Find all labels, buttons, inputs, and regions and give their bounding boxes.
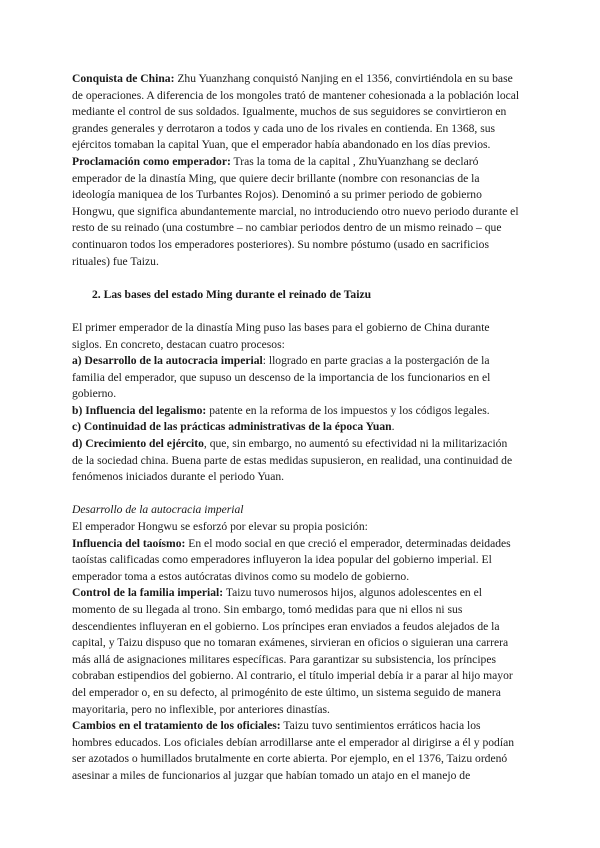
spacer <box>72 486 520 503</box>
list-item-title: c) Continuidad de las prácticas administrativas de la época Yuan <box>72 420 392 434</box>
paragraph-title: Cambios en el tratamiento de los oficiales: <box>72 719 281 733</box>
paragraph-text: Zhu Yuanzhang conquistó Nanjing en el 1356, convirtiéndola en su base de operaciones. A diferencia de los mongoles trató de mantener cohesionada a la población local mediante el control de sus soldados. Igualmente, muchos de sus seguidores se convirtieron en grandes generales y derrotaron a todos y cada uno de los rivales en contienda. En 1368, sus ejércitos tomaban la capital Yuan, que el emperador había abandonado en los días previos. <box>72 72 520 152</box>
list-item-text: patente en la reforma de los impuestos y los códigos legales. <box>206 403 490 417</box>
paragraph-text: Taizu tuvo sentimientos erráticos hacia los hombres educados. Los oficiales debían arrodillarse ante el emperador al dirigirse a él y podían ser azotados o humillados brutalmente en corte abierta. Por ejemplo, en el 1376, Taizu ordenó asesinar a miles de funcionarios al juzgar que habían tomado un atajo en el manejo de <box>72 719 515 782</box>
intro-paragraph: El primer emperador de la dinastía Ming puso las bases para el gobierno de China durante siglos. En concreto, destacan cuatro procesos: <box>72 320 490 351</box>
list-item-title: b) Influencia del legalismo: <box>72 403 207 417</box>
paragraph-title: Proclamación como emperador: <box>72 154 231 168</box>
list-item-b <box>72 403 520 420</box>
paragraph-taoismo <box>72 536 520 586</box>
paragraph-text: Taizu tuvo numerosos hijos, algunos adolescentes en el momento de su llegada al trono. Sin embargo, tomó medidas para que ni ellos ni sus descendientes influyeran en el gobierno. Los príncipes eran enviados a feudos alejados de la capital, y Taizu dispuso que no tomaran exámenes, sirvieran en oficios o siguieran una carrera más allá de asignaciones militares específicas. Para garantizar su subsistencia, los príncipes cobraban estipendios del gobierno. Al contrario, el título imperial debía ir a parar al hijo mayor del emperador o, en su defecto, al primogénito de este último, un sistema seguido de manera mayoritaria, pero no inflexible, por anteriores dinastías. <box>72 586 513 716</box>
spacer <box>72 303 520 320</box>
list-item-text: , que, sin embargo, no aumentó su efectividad ni la militarización de la sociedad china. Buena parte de estas medidas supusieron, en realidad, una continuidad de fenómenos iniciados durante el periodo Yuan. <box>72 437 513 484</box>
list-item-text: . <box>391 420 395 434</box>
subsection-intro: El emperador Hongwu se esforzó por elevar su propia posición: <box>72 520 368 534</box>
paragraph-text: En el modo social en que creció el emperador, determinadas deidades taoístas calificadas como emperadores influyeron la idea popular del gobierno imperial. El emperador toma a estos autócratas divinos como su modelo de gobierno. <box>72 536 511 583</box>
list-item-c <box>72 419 520 436</box>
paragraph-familia <box>72 585 520 718</box>
spacer <box>72 270 520 287</box>
list-item-a <box>72 353 520 403</box>
subsection-title: Desarrollo de la autocracia imperial <box>72 503 244 517</box>
list-item-title: d) Crecimiento del ejército <box>72 437 204 451</box>
paragraph-title: Conquista de China: <box>72 72 175 85</box>
paragraph-proclamacion <box>72 154 520 270</box>
list-item-title: a) Desarrollo de la autocracia imperial <box>72 354 263 368</box>
paragraph-title: Influencia del taoísmo: <box>72 536 186 550</box>
section-heading: 2. Las bases del estado Ming durante el reinado de Taizu <box>92 287 372 301</box>
list-item-d <box>72 436 520 486</box>
paragraph-title: Control de la familia imperial: <box>72 586 224 600</box>
paragraph-text: Tras la toma de la capital , ZhuYuanzhang se declaró emperador de la dinastía Ming, que quiere decir brillante (nombre con resonancias de la ideología maniquea de los Turbantes Rojos). Denominó a su primer periodo de gobierno Hongwu, que significa abundantemente marcial, no introduciendo otro nuevo periodo durante el resto de su reinado (una costumbre – no cambiar periodos dentro de un mismo reinado – que continuaron todos los emperadores posteriores). Su nombre póstumo (usado en sacrificios rituales) fue Taizu. <box>72 154 519 268</box>
list-item-text: : llograd​o en parte gracias a la postergación de la familia del emperador, que supuso un descenso de la importancia de los funcionarios en el gobierno. <box>72 354 491 401</box>
document-page <box>72 71 520 785</box>
paragraph-conquista <box>72 71 520 154</box>
paragraph-oficiales <box>72 718 520 784</box>
